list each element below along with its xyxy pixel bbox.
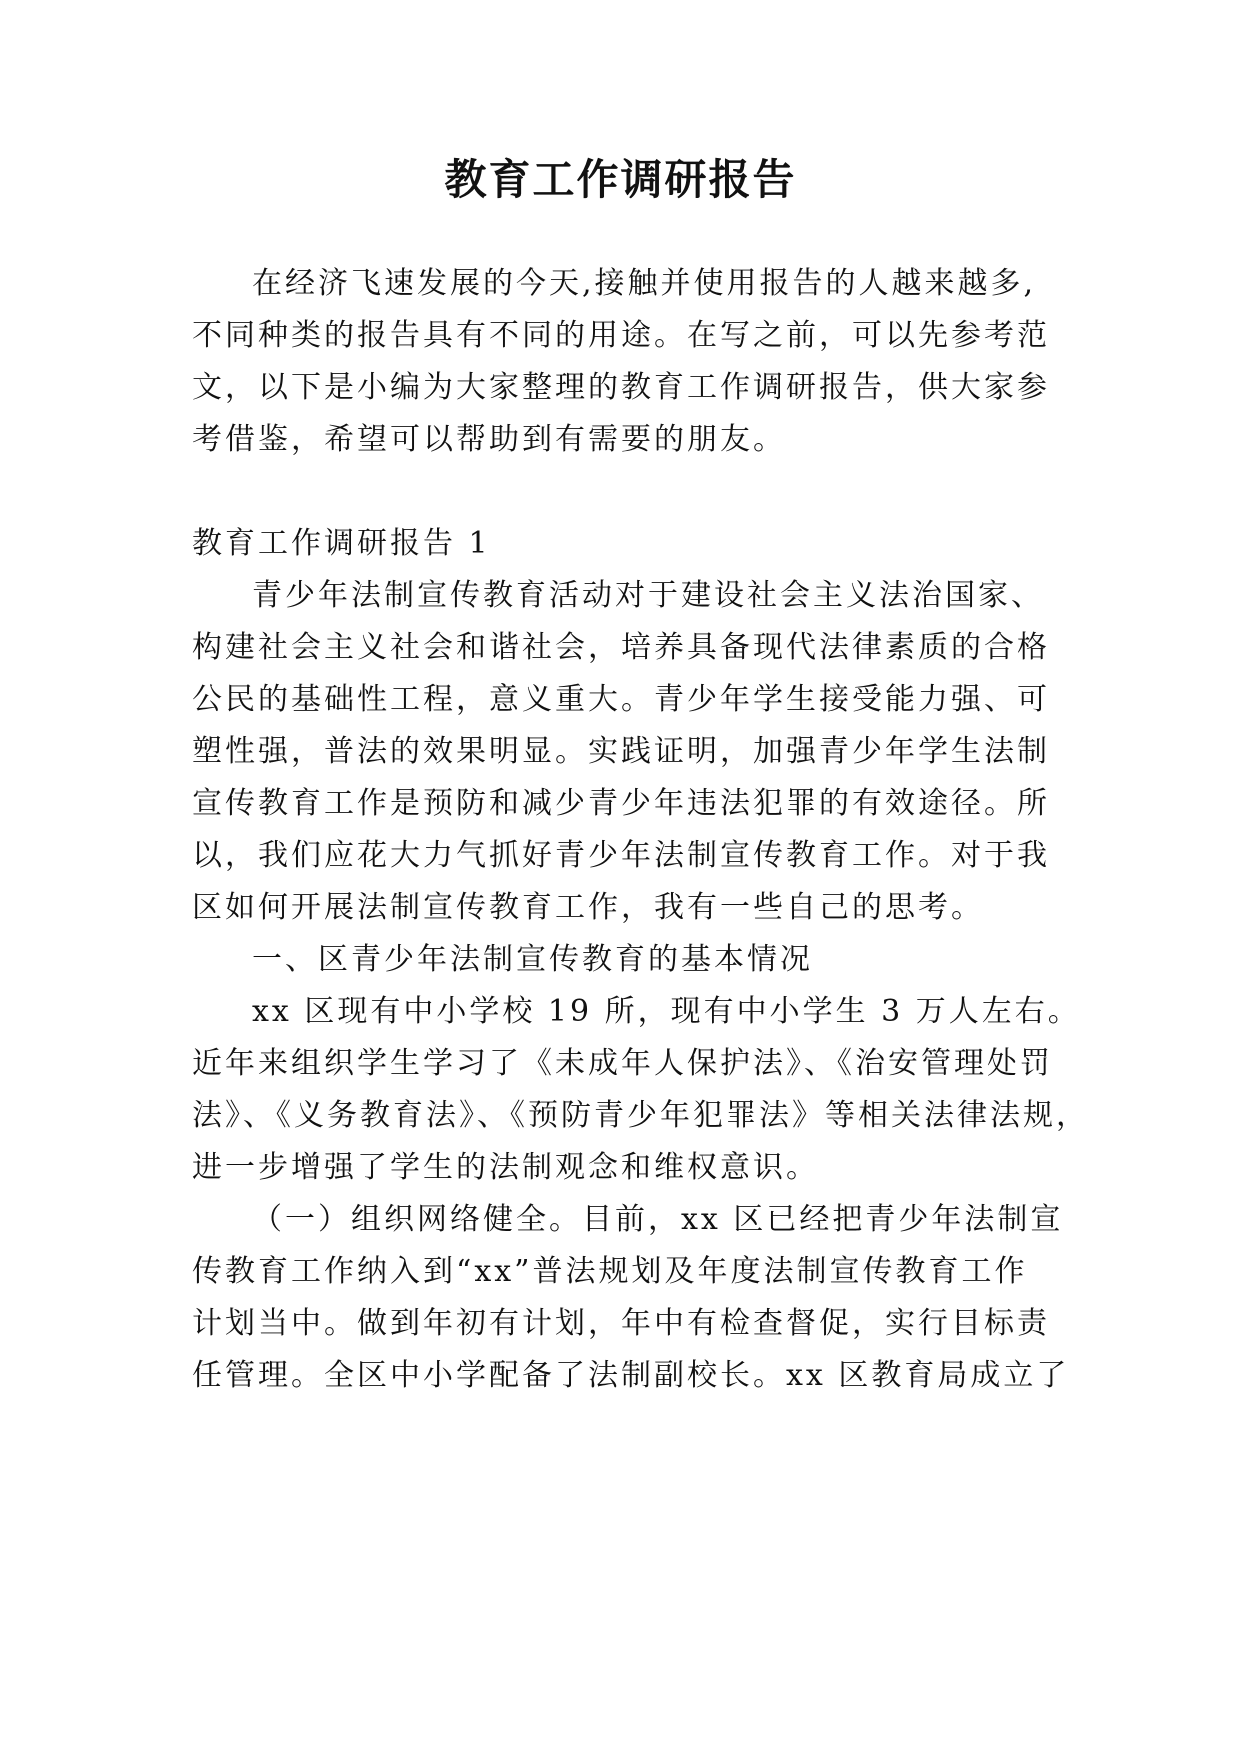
body-line: 进一步增强了学生的法制观念和维权意识。 [192, 1150, 819, 1185]
body-line: 以，我们应花大力气抓好青少年法制宣传教育工作。对于我 [192, 838, 1050, 873]
body-line: 传教育工作纳入到“xx”普法规划及年度法制宣传教育工作 [192, 1254, 1028, 1289]
body-line: 法》、《义务教育法》、《预防青少年犯罪法》等相关法律法规， [192, 1098, 1089, 1133]
section-heading: 教育工作调研报告 1 [192, 526, 491, 561]
body-line: xx 区现有中小学校 19 所，现有中小学生 3 万人左右。 [252, 994, 1081, 1029]
intro-line: 考借鉴，希望可以帮助到有需要的朋友。 [192, 422, 786, 457]
body-line: 宣传教育工作是预防和减少青少年违法犯罪的有效途径。所 [192, 786, 1050, 821]
body-line: 构建社会主义社会和谐社会，培养具备现代法律素质的合格 [192, 630, 1050, 665]
intro-line: 在经济飞速发展的今天,接触并使用报告的人越来越多, [252, 266, 1037, 301]
intro-line: 文，以下是小编为大家整理的教育工作调研报告，供大家参 [192, 370, 1050, 405]
body-line: 计划当中。做到年初有计划，年中有检查督促，实行目标责 [192, 1306, 1050, 1341]
body-line: （一）组织网络健全。目前，xx 区已经把青少年法制宣 [252, 1202, 1064, 1237]
body-line: 公民的基础性工程，意义重大。青少年学生接受能力强、可 [192, 682, 1050, 717]
intro-line: 不同种类的报告具有不同的用途。在写之前，可以先参考范 [192, 318, 1050, 353]
body-line: 青少年法制宣传教育活动对于建设社会主义法治国家、 [252, 578, 1044, 613]
document-title: 教育工作调研报告 [444, 155, 797, 204]
subsection-heading: 一、区青少年法制宣传教育的基本情况 [252, 942, 813, 977]
body-line: 近年来组织学生学习了《未成年人保护法》、《治安管理处罚 [192, 1046, 1053, 1081]
body-line: 任管理。全区中小学配备了法制副校长。xx 区教育局成立了 [192, 1358, 1070, 1393]
body-line: 塑性强，普法的效果明显。实践证明，加强青少年学生法制 [192, 734, 1050, 769]
body-line: 区如何开展法制宣传教育工作，我有一些自己的思考。 [192, 890, 984, 925]
